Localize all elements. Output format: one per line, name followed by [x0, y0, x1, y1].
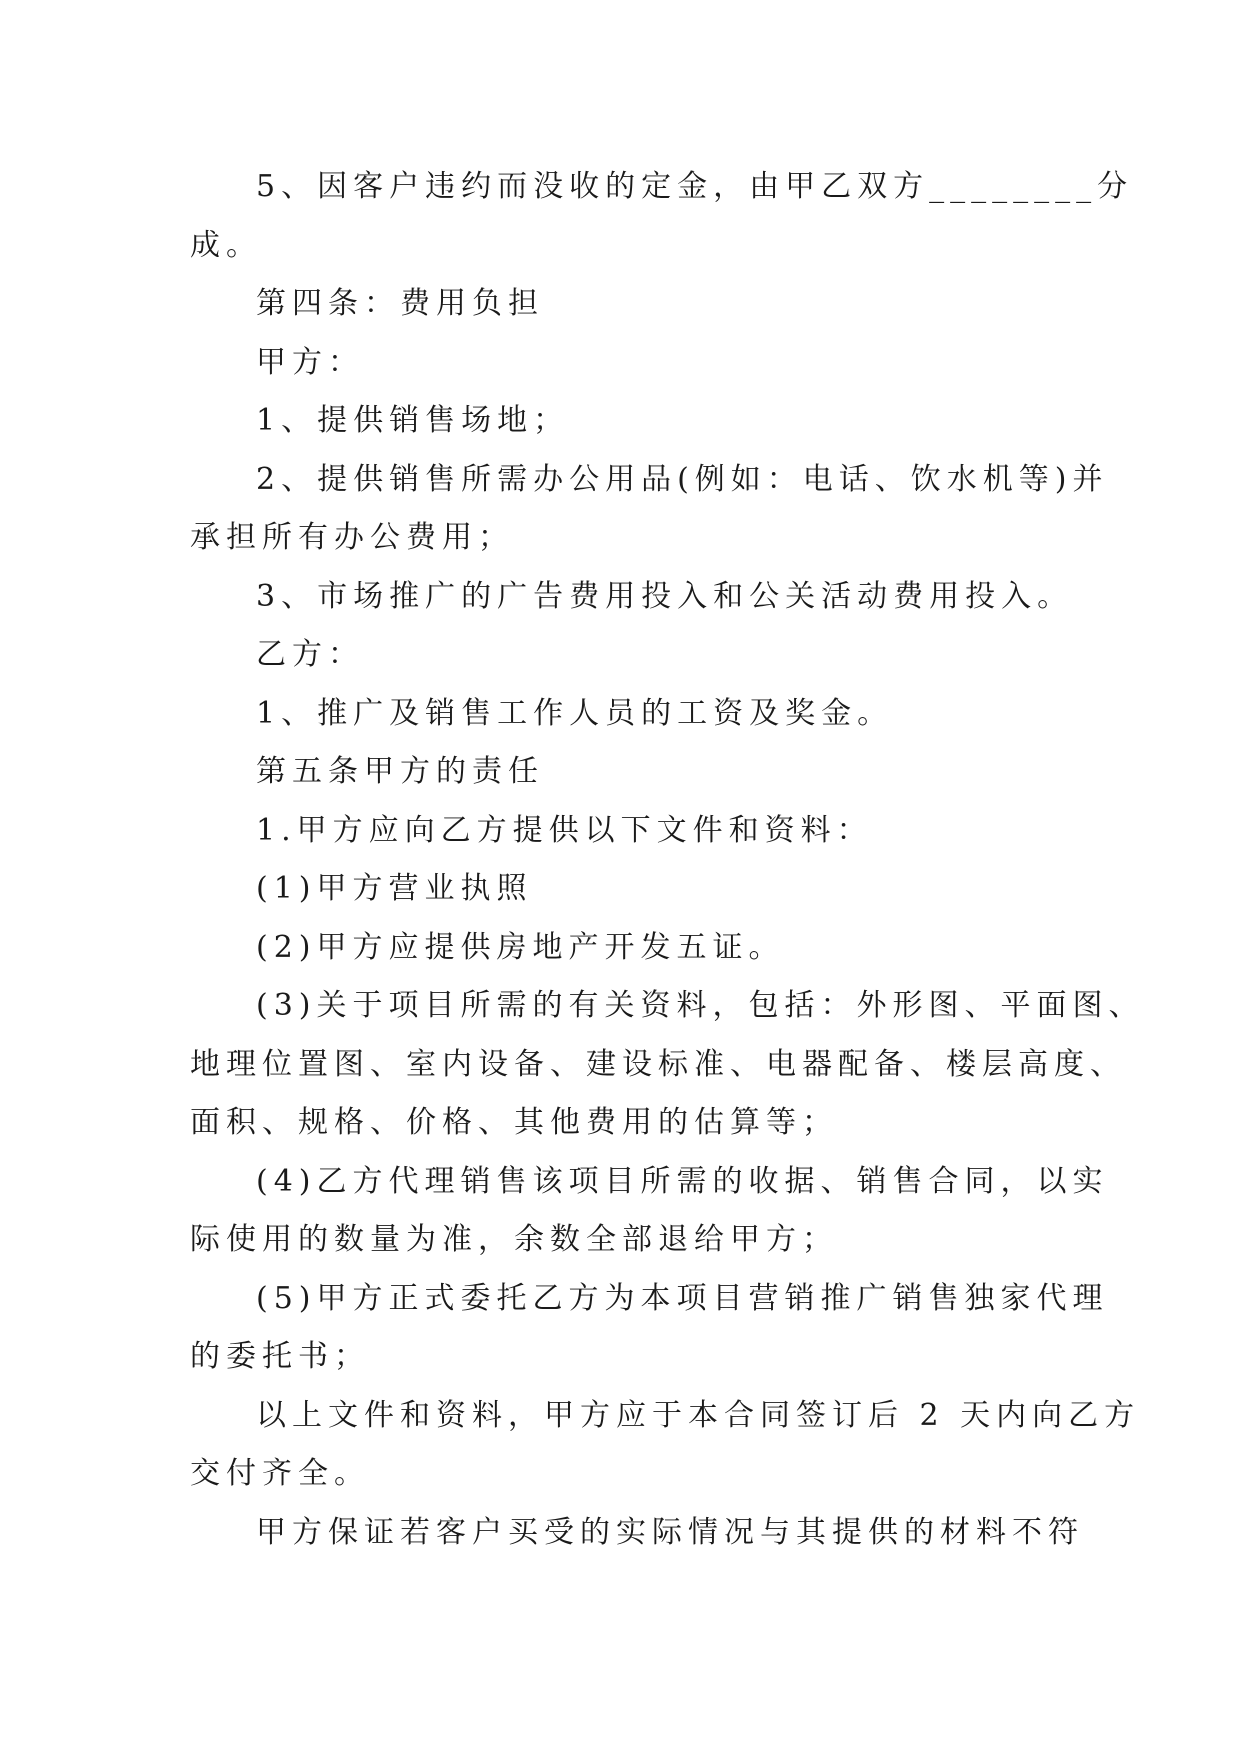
paragraph-line: 承担所有办公费用； — [190, 520, 514, 555]
list-item: (3)关于项目所需的有关资料，包括：外形图、平面图、 — [256, 988, 1145, 1023]
paragraph-line: 的委托书； — [190, 1339, 370, 1374]
list-item: 1、推广及销售工作人员的工资及奖金。 — [256, 695, 894, 731]
list-item: (4)乙方代理销售该项目所需的收据、销售合同，以实 — [256, 1163, 1109, 1199]
list-item: 1、提供销售场地； — [256, 403, 570, 438]
section-heading: 第五条甲方的责任 — [256, 754, 544, 789]
paragraph-line: 5、因客户违约而没收的定金，由甲乙双方________分 — [256, 169, 1134, 204]
paragraph-line: 面积、规格、价格、其他费用的估算等； — [190, 1105, 838, 1140]
party-heading: 乙方： — [256, 637, 364, 672]
paragraph-line: 交付齐全。 — [190, 1456, 370, 1491]
paragraph-line: 成。 — [190, 227, 262, 263]
section-heading: 第四条：费用负担 — [256, 286, 544, 321]
list-item: 1.甲方应向乙方提供以下文件和资料： — [256, 812, 873, 848]
paragraph-line: 地理位置图、室内设备、建设标准、电器配备、楼层高度、 — [190, 1046, 1126, 1082]
document-body — [190, 158, 1145, 1562]
list-item: 3、市场推广的广告费用投入和公关活动费用投入。 — [256, 578, 1074, 614]
party-heading: 甲方： — [256, 344, 364, 380]
list-item: (2)甲方应提供房地产开发五证。 — [256, 929, 785, 965]
list-item: (5)甲方正式委托乙方为本项目营销推广销售独家代理 — [256, 1280, 1109, 1316]
list-item: (1)甲方营业执照 — [256, 871, 533, 906]
paragraph-line: 以上文件和资料，甲方应于本合同签订后 2 天内向乙方 — [256, 1397, 1141, 1433]
paragraph-line: 际使用的数量为准，余数全部退给甲方； — [190, 1222, 838, 1257]
list-item: 2、提供销售所需办公用品(例如：电话、饮水机等)并 — [256, 461, 1109, 497]
paragraph-line: 甲方保证若客户买受的实际情况与其提供的材料不符 — [256, 1514, 1084, 1550]
